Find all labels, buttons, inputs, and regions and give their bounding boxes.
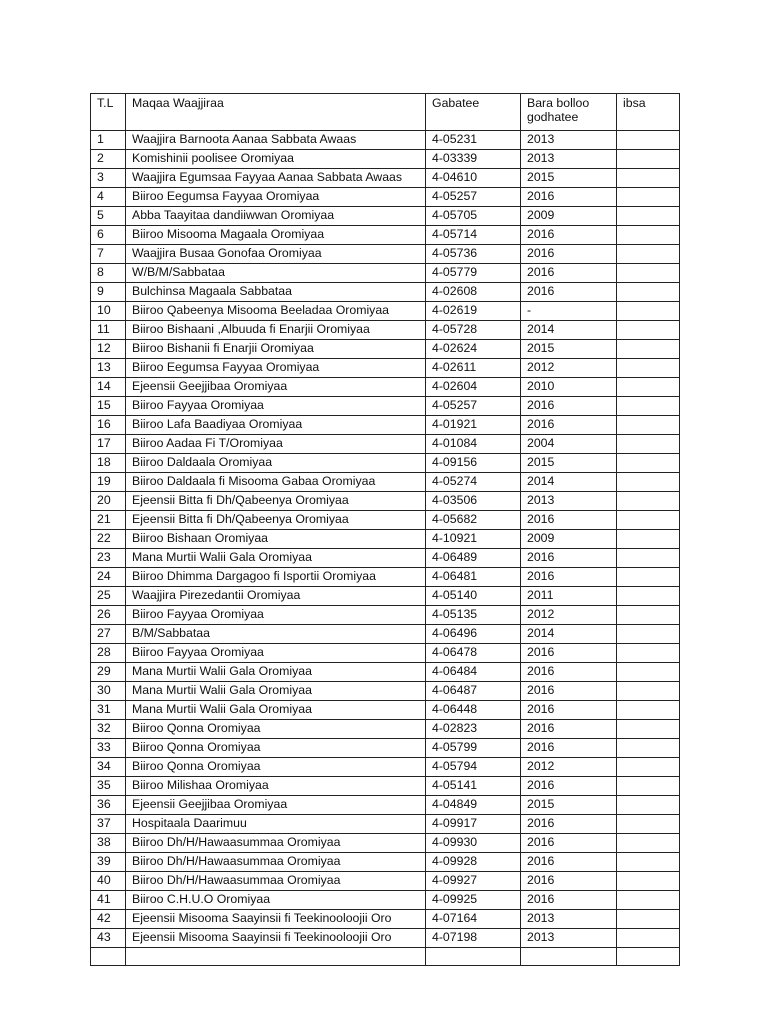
cell-gabatee: 4-09917 [426, 815, 521, 834]
cell-gabatee: 4-05799 [426, 739, 521, 758]
cell-gabatee: 4-02823 [426, 720, 521, 739]
cell-tl: 43 [91, 929, 126, 948]
table-row [91, 758, 680, 777]
cell-year: 2014 [521, 321, 617, 340]
cell-year: 2015 [521, 169, 617, 188]
cell-gabatee: 4-04610 [426, 169, 521, 188]
table-row [91, 207, 680, 226]
cell-office-name: Biiroo Daldaala fi Misooma Gabaa Oromiyaa [126, 473, 426, 492]
cell-ibsa [617, 929, 680, 948]
cell-tl: 22 [91, 530, 126, 549]
table-row [91, 910, 680, 929]
cell-office-name-empty [126, 948, 426, 966]
cell-office-name: Biiroo Milishaa Oromiyaa [126, 777, 426, 796]
cell-tl: 14 [91, 378, 126, 397]
table-row [91, 815, 680, 834]
cell-gabatee: 4-10921 [426, 530, 521, 549]
cell-tl: 33 [91, 739, 126, 758]
table-row [91, 188, 680, 207]
cell-ibsa [617, 245, 680, 264]
cell-tl: 40 [91, 872, 126, 891]
cell-year: 2016 [521, 777, 617, 796]
cell-tl: 17 [91, 435, 126, 454]
cell-year: 2012 [521, 606, 617, 625]
table-row [91, 169, 680, 188]
header-year: Bara bolloo godhatee [521, 94, 617, 131]
cell-ibsa [617, 568, 680, 587]
cell-tl: 31 [91, 701, 126, 720]
cell-gabatee: 4-06448 [426, 701, 521, 720]
cell-office-name: Biiroo Bishaan Oromiyaa [126, 530, 426, 549]
cell-gabatee: 4-04849 [426, 796, 521, 815]
table-row [91, 397, 680, 416]
cell-gabatee: 4-05728 [426, 321, 521, 340]
cell-year: 2013 [521, 492, 617, 511]
table-row [91, 568, 680, 587]
cell-ibsa [617, 511, 680, 530]
cell-gabatee: 4-05682 [426, 511, 521, 530]
cell-tl: 41 [91, 891, 126, 910]
table-body [91, 131, 680, 966]
cell-tl: 21 [91, 511, 126, 530]
cell-gabatee: 4-05274 [426, 473, 521, 492]
cell-ibsa [617, 834, 680, 853]
cell-office-name: W/B/M/Sabbataa [126, 264, 426, 283]
cell-gabatee: 4-05257 [426, 188, 521, 207]
cell-year: 2016 [521, 682, 617, 701]
table-row [91, 739, 680, 758]
cell-office-name: Biiroo Eegumsa Fayyaa Oromiyaa [126, 359, 426, 378]
cell-office-name: Ejeensii Bitta fi Dh/Qabeenya Oromiyaa [126, 492, 426, 511]
cell-office-name: Biiroo Aadaa Fi T/Oromiyaa [126, 435, 426, 454]
cell-tl: 26 [91, 606, 126, 625]
cell-year: 2012 [521, 758, 617, 777]
cell-tl: 6 [91, 226, 126, 245]
cell-office-name: Biiroo Qonna Oromiyaa [126, 739, 426, 758]
cell-gabatee: 4-06487 [426, 682, 521, 701]
table-row [91, 682, 680, 701]
cell-tl: 28 [91, 644, 126, 663]
cell-year: - [521, 302, 617, 321]
cell-ibsa [617, 701, 680, 720]
cell-gabatee: 4-02604 [426, 378, 521, 397]
cell-office-name: Waajjira Barnoota Aanaa Sabbata Awaas [126, 131, 426, 150]
cell-office-name: Ejeensii Misooma Saayinsii fi Teekinooloojii Oro [126, 929, 426, 948]
cell-tl: 29 [91, 663, 126, 682]
cell-office-name: Ejeensii Bitta fi Dh/Qabeenya Oromiyaa [126, 511, 426, 530]
table-header [91, 94, 680, 131]
cell-tl: 3 [91, 169, 126, 188]
cell-ibsa [617, 359, 680, 378]
cell-year: 2011 [521, 587, 617, 606]
cell-year: 2016 [521, 834, 617, 853]
cell-gabatee: 4-06489 [426, 549, 521, 568]
cell-year: 2004 [521, 435, 617, 454]
cell-tl: 38 [91, 834, 126, 853]
cell-year: 2010 [521, 378, 617, 397]
cell-gabatee: 4-05779 [426, 264, 521, 283]
cell-tl: 30 [91, 682, 126, 701]
cell-tl: 23 [91, 549, 126, 568]
cell-year: 2016 [521, 397, 617, 416]
cell-gabatee: 4-09930 [426, 834, 521, 853]
cell-gabatee: 4-02608 [426, 283, 521, 302]
cell-ibsa [617, 530, 680, 549]
cell-ibsa [617, 302, 680, 321]
cell-office-name: Abba Taayitaa dandiiwwan Oromiyaa [126, 207, 426, 226]
table-row [91, 454, 680, 473]
cell-gabatee: 4-07198 [426, 929, 521, 948]
table-row [91, 777, 680, 796]
cell-office-name: Bulchinsa Magaala Sabbataa [126, 283, 426, 302]
cell-office-name: Biiroo Fayyaa Oromiyaa [126, 397, 426, 416]
table-row [91, 340, 680, 359]
table-row [91, 853, 680, 872]
table-row [91, 283, 680, 302]
cell-year: 2015 [521, 454, 617, 473]
cell-office-name: Waajjira Busaa Gonofaa Oromiyaa [126, 245, 426, 264]
cell-office-name: Ejeensii Geejjibaa Oromiyaa [126, 796, 426, 815]
cell-year: 2013 [521, 929, 617, 948]
cell-gabatee: 4-06496 [426, 625, 521, 644]
cell-ibsa [617, 549, 680, 568]
cell-gabatee: 4-09156 [426, 454, 521, 473]
header-ibsa: ibsa [617, 94, 680, 131]
cell-year: 2016 [521, 511, 617, 530]
cell-office-name: Ejeensii Misooma Saayinsii fi Teekinooloojii Oro [126, 910, 426, 929]
cell-tl: 11 [91, 321, 126, 340]
cell-ibsa [617, 340, 680, 359]
cell-ibsa [617, 131, 680, 150]
table-row [91, 891, 680, 910]
cell-ibsa [617, 720, 680, 739]
header-gabatee: Gabatee [426, 94, 521, 131]
cell-office-name: Biiroo Bishanii fi Enarjii Oromiyaa [126, 340, 426, 359]
cell-ibsa [617, 815, 680, 834]
cell-office-name: Biiroo Eegumsa Fayyaa Oromiyaa [126, 188, 426, 207]
cell-gabatee: 4-06478 [426, 644, 521, 663]
cell-ibsa [617, 416, 680, 435]
cell-year: 2013 [521, 150, 617, 169]
cell-tl: 37 [91, 815, 126, 834]
cell-year: 2016 [521, 739, 617, 758]
cell-office-name: Biiroo Misooma Magaala Oromiyaa [126, 226, 426, 245]
cell-ibsa [617, 872, 680, 891]
table-row [91, 359, 680, 378]
table-row [91, 378, 680, 397]
cell-tl: 13 [91, 359, 126, 378]
cell-ibsa [617, 454, 680, 473]
cell-office-name: Biiroo Lafa Baadiyaa Oromiyaa [126, 416, 426, 435]
cell-office-name: Waajjira Pirezedantii Oromiyaa [126, 587, 426, 606]
table-row [91, 435, 680, 454]
cell-gabatee: 4-06484 [426, 663, 521, 682]
table-row [91, 663, 680, 682]
cell-year: 2016 [521, 872, 617, 891]
header-office-name: Maqaa Waajjiraa [126, 94, 426, 131]
cell-tl: 36 [91, 796, 126, 815]
cell-ibsa [617, 625, 680, 644]
header-row [91, 94, 680, 131]
cell-ibsa [617, 321, 680, 340]
cell-gabatee: 4-05141 [426, 777, 521, 796]
cell-year: 2013 [521, 131, 617, 150]
cell-tl: 8 [91, 264, 126, 283]
cell-ibsa [617, 739, 680, 758]
cell-tl: 10 [91, 302, 126, 321]
cell-year-empty [521, 948, 617, 966]
cell-year: 2016 [521, 644, 617, 663]
cell-ibsa [617, 758, 680, 777]
table-row [91, 511, 680, 530]
cell-year: 2016 [521, 568, 617, 587]
cell-ibsa [617, 910, 680, 929]
cell-tl: 27 [91, 625, 126, 644]
cell-year: 2016 [521, 188, 617, 207]
cell-gabatee: 4-05714 [426, 226, 521, 245]
cell-ibsa [617, 682, 680, 701]
cell-gabatee: 4-01084 [426, 435, 521, 454]
cell-year: 2016 [521, 283, 617, 302]
cell-tl: 7 [91, 245, 126, 264]
cell-ibsa [617, 435, 680, 454]
cell-ibsa [617, 644, 680, 663]
table-row [91, 492, 680, 511]
cell-tl: 5 [91, 207, 126, 226]
cell-tl: 4 [91, 188, 126, 207]
cell-office-name: Waajjira Egumsaa Fayyaa Aanaa Sabbata Awaas [126, 169, 426, 188]
cell-ibsa [617, 853, 680, 872]
cell-tl: 9 [91, 283, 126, 302]
cell-office-name: Ejeensii Geejjibaa Oromiyaa [126, 378, 426, 397]
cell-tl: 12 [91, 340, 126, 359]
cell-office-name: B/M/Sabbataa [126, 625, 426, 644]
table-row [91, 834, 680, 853]
cell-office-name: Biiroo Daldaala Oromiyaa [126, 454, 426, 473]
cell-gabatee: 4-02611 [426, 359, 521, 378]
cell-year: 2009 [521, 207, 617, 226]
cell-ibsa [617, 587, 680, 606]
cell-gabatee-empty [426, 948, 521, 966]
cell-office-name: Biiroo Dh/H/Hawaasummaa Oromiyaa [126, 834, 426, 853]
cell-office-name: Biiroo Dh/H/Hawaasummaa Oromiyaa [126, 853, 426, 872]
cell-year: 2016 [521, 416, 617, 435]
cell-tl-empty [91, 948, 126, 966]
cell-gabatee: 4-05135 [426, 606, 521, 625]
cell-office-name: Mana Murtii Walii Gala Oromiyaa [126, 663, 426, 682]
cell-ibsa [617, 188, 680, 207]
cell-gabatee: 4-09928 [426, 853, 521, 872]
cell-year: 2012 [521, 359, 617, 378]
table-row [91, 606, 680, 625]
cell-year: 2016 [521, 720, 617, 739]
cell-gabatee: 4-05140 [426, 587, 521, 606]
cell-year: 2009 [521, 530, 617, 549]
cell-office-name: Mana Murtii Walii Gala Oromiyaa [126, 549, 426, 568]
cell-office-name: Biiroo Dhimma Dargagoo fi Isportii Oromiyaa [126, 568, 426, 587]
table-row [91, 530, 680, 549]
cell-year: 2016 [521, 853, 617, 872]
cell-gabatee: 4-05794 [426, 758, 521, 777]
cell-tl: 32 [91, 720, 126, 739]
cell-gabatee: 4-01921 [426, 416, 521, 435]
cell-ibsa [617, 606, 680, 625]
cell-gabatee: 4-02619 [426, 302, 521, 321]
table-row [91, 131, 680, 150]
cell-office-name: Biiroo Qonna Oromiyaa [126, 720, 426, 739]
cell-ibsa [617, 150, 680, 169]
cell-year: 2016 [521, 264, 617, 283]
table-row [91, 644, 680, 663]
cell-office-name: Biiroo Fayyaa Oromiyaa [126, 606, 426, 625]
cell-ibsa-empty [617, 948, 680, 966]
cell-tl: 42 [91, 910, 126, 929]
cell-tl: 20 [91, 492, 126, 511]
cell-gabatee: 4-07164 [426, 910, 521, 929]
cell-office-name: Mana Murtii Walii Gala Oromiyaa [126, 701, 426, 720]
cell-ibsa [617, 264, 680, 283]
cell-gabatee: 4-09927 [426, 872, 521, 891]
cell-gabatee: 4-05257 [426, 397, 521, 416]
cell-office-name: Biiroo Dh/H/Hawaasummaa Oromiyaa [126, 872, 426, 891]
cell-year: 2016 [521, 226, 617, 245]
cell-office-name: Biiroo Bishaani ,Albuuda fi Enarjii Oromiyaa [126, 321, 426, 340]
cell-ibsa [617, 226, 680, 245]
cell-office-name: Biiroo Qonna Oromiyaa [126, 758, 426, 777]
cell-year: 2015 [521, 340, 617, 359]
table-row [91, 929, 680, 948]
cell-gabatee: 4-03339 [426, 150, 521, 169]
table-row [91, 625, 680, 644]
table-row [91, 226, 680, 245]
table-row [91, 549, 680, 568]
table-row [91, 473, 680, 492]
table-row [91, 150, 680, 169]
cell-tl: 18 [91, 454, 126, 473]
table-row [91, 416, 680, 435]
cell-year: 2016 [521, 549, 617, 568]
cell-ibsa [617, 796, 680, 815]
cell-ibsa [617, 169, 680, 188]
cell-year: 2016 [521, 701, 617, 720]
cell-gabatee: 4-05231 [426, 131, 521, 150]
cell-year: 2014 [521, 625, 617, 644]
cell-ibsa [617, 283, 680, 302]
cell-ibsa [617, 777, 680, 796]
cell-year: 2016 [521, 815, 617, 834]
table-row [91, 264, 680, 283]
cell-ibsa [617, 492, 680, 511]
cell-year: 2014 [521, 473, 617, 492]
cell-office-name: Komishinii poolisee Oromiyaa [126, 150, 426, 169]
cell-office-name: Biiroo Fayyaa Oromiyaa [126, 644, 426, 663]
cell-year: 2013 [521, 910, 617, 929]
table-row [91, 245, 680, 264]
cell-year: 2016 [521, 663, 617, 682]
cell-tl: 15 [91, 397, 126, 416]
table-row [91, 872, 680, 891]
cell-year: 2015 [521, 796, 617, 815]
cell-gabatee: 4-03506 [426, 492, 521, 511]
cell-gabatee: 4-06481 [426, 568, 521, 587]
cell-gabatee: 4-09925 [426, 891, 521, 910]
cell-ibsa [617, 397, 680, 416]
table-row [91, 701, 680, 720]
table-row [91, 302, 680, 321]
table-row [91, 587, 680, 606]
table-row [91, 796, 680, 815]
cell-year: 2016 [521, 891, 617, 910]
cell-tl: 34 [91, 758, 126, 777]
cell-gabatee: 4-05705 [426, 207, 521, 226]
cell-gabatee: 4-05736 [426, 245, 521, 264]
cell-ibsa [617, 663, 680, 682]
cell-office-name: Biiroo C.H.U.O Oromiyaa [126, 891, 426, 910]
table-row [91, 321, 680, 340]
cell-ibsa [617, 891, 680, 910]
cell-tl: 16 [91, 416, 126, 435]
cell-tl: 1 [91, 131, 126, 150]
cell-office-name: Hospitaala Daarimuu [126, 815, 426, 834]
cell-tl: 35 [91, 777, 126, 796]
table-row-empty [91, 948, 680, 966]
cell-tl: 25 [91, 587, 126, 606]
cell-ibsa [617, 207, 680, 226]
cell-tl: 19 [91, 473, 126, 492]
table-row [91, 720, 680, 739]
cell-office-name: Biiroo Qabeenya Misooma Beeladaa Oromiyaa [126, 302, 426, 321]
cell-tl: 2 [91, 150, 126, 169]
cell-gabatee: 4-02624 [426, 340, 521, 359]
header-tl: T.L [91, 94, 126, 131]
cell-ibsa [617, 473, 680, 492]
cell-tl: 24 [91, 568, 126, 587]
cell-year: 2016 [521, 245, 617, 264]
cell-office-name: Mana Murtii Walii Gala Oromiyaa [126, 682, 426, 701]
cell-ibsa [617, 378, 680, 397]
cell-tl: 39 [91, 853, 126, 872]
office-register-table [90, 93, 680, 966]
